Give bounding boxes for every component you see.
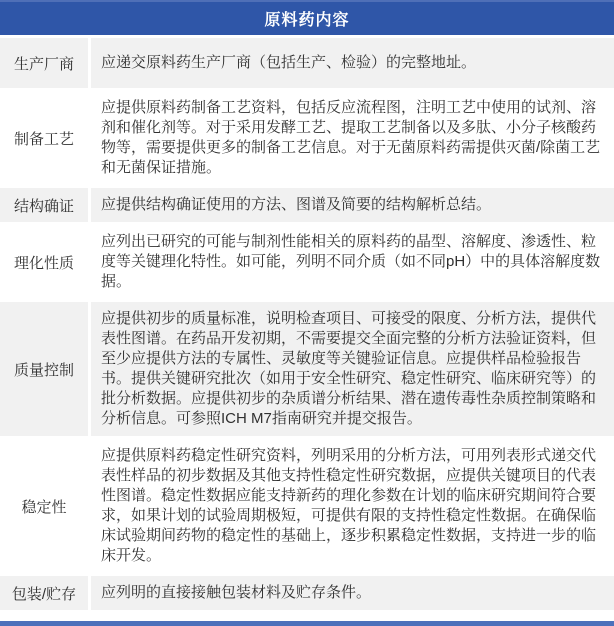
row-content: 应列明的直接接触包装材料及贮存条件。 bbox=[101, 584, 372, 601]
row-label: 质量控制 bbox=[13, 361, 74, 379]
row-content-cell bbox=[91, 38, 614, 88]
row-label-cell bbox=[0, 439, 88, 573]
row-label: 结构确证 bbox=[13, 197, 74, 215]
row-content-cell bbox=[91, 302, 614, 436]
row-content: 应提供结构确证使用的方法、图谱及简要的结构解析总结。 bbox=[101, 196, 492, 213]
row-content: 应提供原料药稳定性研究资料，列明采用的分析方法，可用列表形式递交代表性样品的初步数据及其他支持性稳定性研究数据，应提供关键项目的代表性图谱。稳定性数据应能支持新药的理化参数在计划的临床研究期间符合要求，如果计划的试验周期极短，可提供有限的支持性稳定性数据。在确保临床试验期间药物的稳定性的基础上，逐步积累稳定性数据，支持进一步的临床开发。 bbox=[101, 447, 597, 564]
table-header bbox=[0, 0, 614, 35]
row-label-cell bbox=[0, 188, 88, 222]
row-label: 理化性质 bbox=[13, 254, 74, 272]
row-content: 应提供初步的质量标准，说明检查项目、可接受的限度、分析方法，提供代表性图谱。在药品开发初期，不需要提交全面完整的分析方法验证资料，但至少应提供方法的专属性、灵敏度等关键验证信息。应提供样品检验报告书。提供关键研究批次（如用于安全性研究、稳定性研究、临床研究等）的批分析数据。应提供初步的杂质谱分析结果、潜在遗传毒性杂质控制策略和分析信息。可参照ICH M7指南研究并提交报告。 bbox=[101, 310, 597, 427]
row-label-cell bbox=[0, 576, 88, 610]
row-label: 制备工艺 bbox=[13, 130, 74, 148]
table-row bbox=[0, 302, 614, 436]
table-title: 原料药内容 bbox=[264, 12, 350, 29]
row-content: 应递交原料药生产厂商（包括生产、检验）的完整地址。 bbox=[101, 54, 477, 71]
table-body bbox=[0, 35, 614, 619]
row-label: 包装/贮存 bbox=[11, 585, 77, 603]
row-content-cell bbox=[91, 439, 614, 573]
row-label-cell bbox=[0, 302, 88, 436]
row-label-cell bbox=[0, 225, 88, 299]
footer-accent-bar bbox=[0, 621, 614, 626]
table-row bbox=[0, 38, 614, 88]
table-row bbox=[0, 188, 614, 222]
row-content: 应列出已研究的可能与制剂性能相关的原料药的晶型、溶解度、渗透性、粒度等关键理化特性。如可能，列明不同介质（如不同pH）中的具体溶解度数据。 bbox=[101, 233, 601, 290]
row-label-cell bbox=[0, 38, 88, 88]
row-content-cell bbox=[91, 91, 614, 185]
table-row bbox=[0, 91, 614, 185]
table-row bbox=[0, 225, 614, 299]
table-row bbox=[0, 576, 614, 610]
row-content-cell bbox=[91, 188, 614, 222]
row-label: 生产厂商 bbox=[13, 55, 74, 73]
table-row bbox=[0, 439, 614, 573]
row-label: 稳定性 bbox=[21, 498, 67, 516]
row-content-cell bbox=[91, 225, 614, 299]
row-content: 应提供原料药制备工艺资料，包括反应流程图，注明工艺中使用的试剂、溶剂和催化剂等。对于采用发酵工艺、提取工艺制备以及多肽、小分子核酸药物等，需要提供更多的制备工艺信息。对于无菌原料药需提供灭菌/除菌工艺和无菌保证措施。 bbox=[101, 99, 601, 176]
row-label-cell bbox=[0, 91, 88, 185]
row-content-cell bbox=[91, 576, 614, 610]
